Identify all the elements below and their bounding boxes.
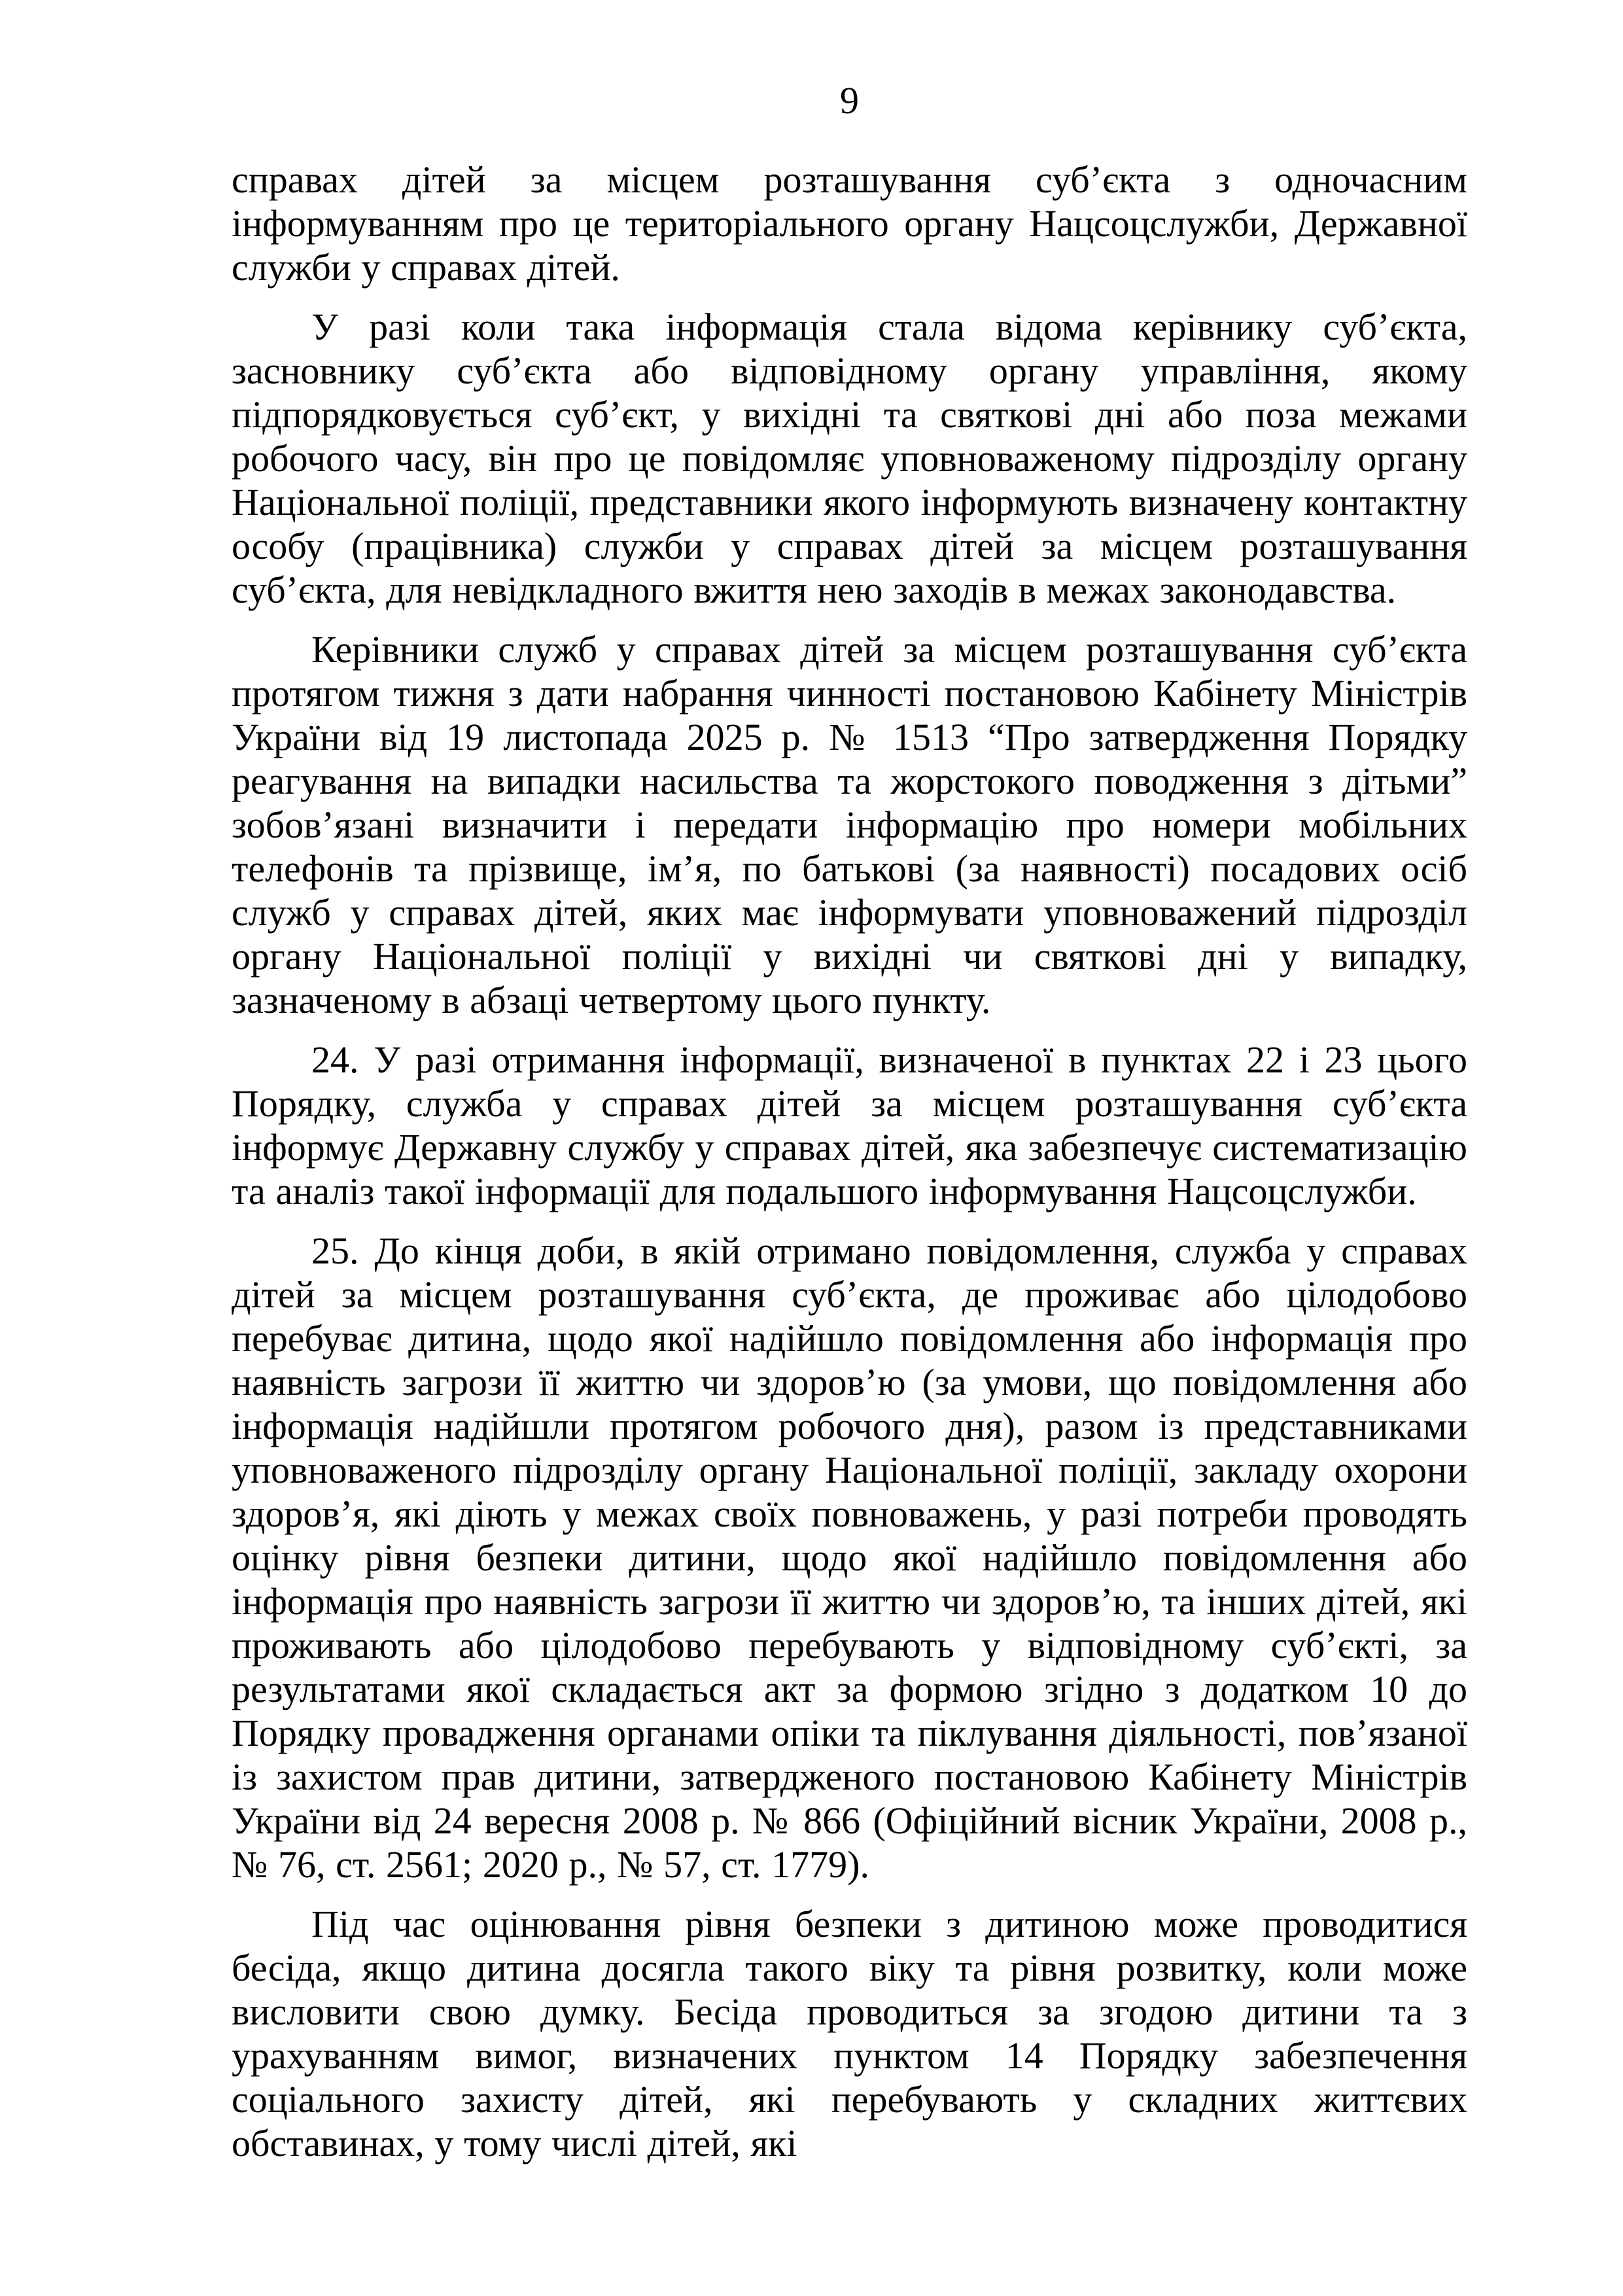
paragraph-1: справах дітей за місцем розташування суб’єкта з одночасним інформуванням про це територіального органу Нацсоцслужби, Державної служби у справах дітей. <box>232 158 1467 289</box>
paragraph-4: 24. У разі отримання інформації, визначеної в пунктах 22 і 23 цього Порядку, служба у справах дітей за місцем розташування суб’єкта інформує Державну службу у справах дітей, яка забезпечує систематизацію та аналіз такої інформації для подальшого інформування Нацсоцслужби. <box>232 1038 1467 1212</box>
paragraph-3: Керівники служб у справах дітей за місцем розташування суб’єкта протягом тижня з дати набрання чинності постановою Кабінету Міністрів України від 19 листопада 2025 р. № 1513 “Про затвердження Порядку реагування на випадки насильства та жорстокого поводження з дітьми” зобов’язані визначити і передати інформацію про номери мобільних телефонів та прізвище, ім’я, по батькові (за наявності) посадових осіб служб у справах дітей, яких має інформувати уповноважений підрозділ органу Національної поліції у вихідні чи святкові дні у випадку, зазначеному в абзаці четвертому цього пункту. <box>232 628 1467 1021</box>
paragraph-2: У разі коли така інформація стала відома керівнику суб’єкта, засновнику суб’єкта або відповідному органу управління, якому підпорядковується суб’єкт, у вихідні та святкові дні або поза межами робочого часу, він про це повідомляє уповноваженому підрозділу органу Національної поліції, представники якого інформують визначену контактну особу (працівника) служби у справах дітей за місцем розташування суб’єкта, для невідкладного вжиття нею заходів в межах законодавства. <box>232 306 1467 611</box>
document-page <box>232 79 1467 2181</box>
paragraph-5: 25. До кінця доби, в якій отримано повідомлення, служба у справах дітей за місцем розташування суб’єкта, де проживає або цілодобово перебуває дитина, щодо якої надійшло повідомлення або інформація про наявність загрози її життю чи здоров’ю (за умови, що повідомлення або інформація надійшли протягом робочого дня), разом із представниками уповноваженого підрозділу органу Національної поліції, закладу охорони здоров’я, які діють у межах своїх повноважень, у разі потреби проводять оцінку рівня безпеки дитини, щодо якої надійшло повідомлення або інформація про наявність загрози її життю чи здоров’ю, та інших дітей, які проживають або цілодобово перебувають у відповідному суб’єкті, за результатами якої складається акт за формою згідно з додатком 10 до Порядку провадження органами опіки та піклування діяльності, пов’язаної із захистом прав дитини, затвердженого постановою Кабінету Міністрів України від 24 вересня 2008 р. № 866 (Офіційний вісник України, 2008 р., № 76, ст. 2561; 2020 р., № 57, ст. 1779). <box>232 1229 1467 1886</box>
page-number: 9 <box>840 79 859 122</box>
paragraph-6: Під час оцінювання рівня безпеки з дитиною може проводитися бесіда, якщо дитина досягла такого віку та рівня розвитку, коли може висловити свою думку. Бесіда проводиться за згодою дитини та з урахуванням вимог, визначених пунктом 14 Порядку забезпечення соціального захисту дітей, які перебувають у складних життєвих обставинах, у тому числі дітей, які <box>232 1903 1467 2164</box>
